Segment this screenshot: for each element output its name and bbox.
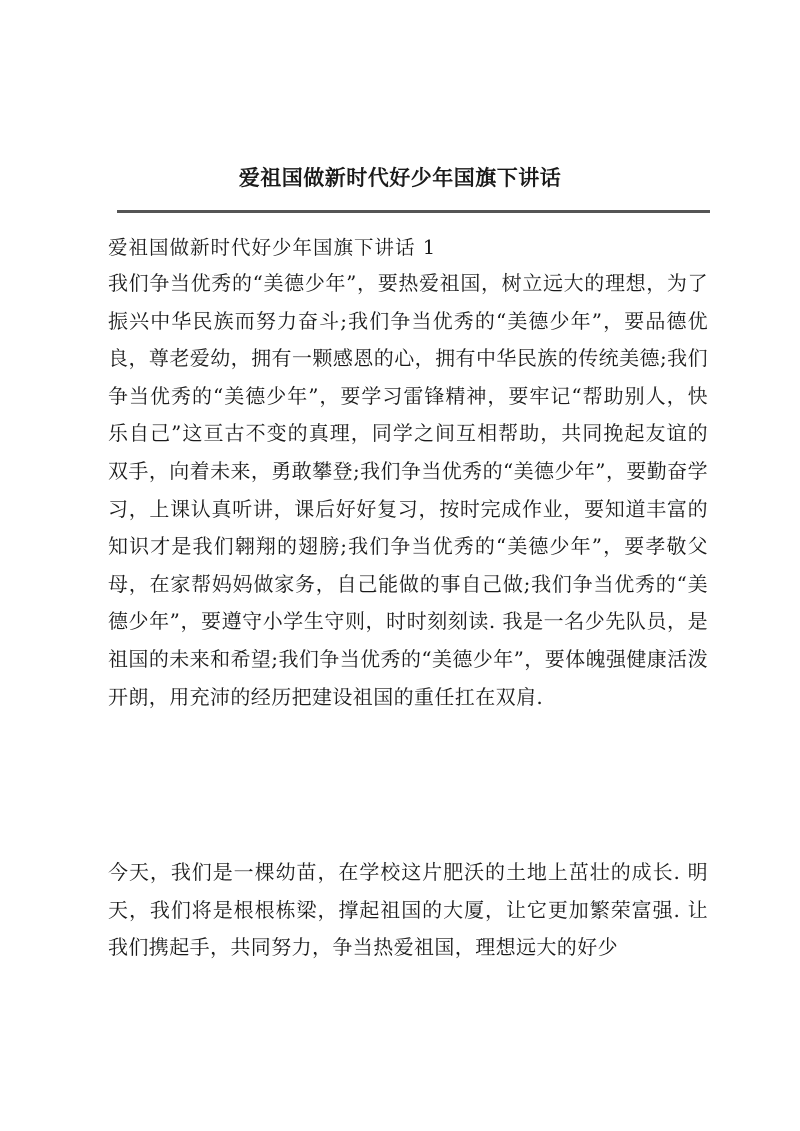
title-divider [117, 210, 710, 213]
body-paragraph-1: 我们争当优秀的“美德少年”，要热爱祖国，树立远大的理想，为了振兴中华民族而努力奋斗;我们争当优秀的“美德少年”，要品德优良，尊老爱幼，拥有一颗感恩的心，拥有中华民族的传统美德;我们争当优秀的“美德少年”，要学习雷锋精神，要牢记“帮助别人，快乐自己”这亘古不变的真理，同学之间互相帮助，共同挽起友谊的双手，向着未来，勇敢攀登;我们争当优秀的“美德少年”，要勤奋学习，上课认真听讲，课后好好复习，按时完成作业，要知道丰富的知识才是我们翱翔的翅膀;我们争当优秀的“美德少年”，要孝敬父母，在家帮妈妈做家务，自己能做的事自己做;我们争当优秀的“美德少年”，要遵守小学生守则，时时刻刻读. 我是一名少先队员，是祖国的未来和希望;我们争当优秀的“美德少年”，要体魄强健康活泼开朗，用充沛的经历把建设祖国的重任扛在双肩. [108, 271, 708, 709]
body-paragraph-2: 今天，我们是一棵幼苗，在学校这片肥沃的土地上茁壮的成长. 明天，我们将是根根栋梁，撑起祖国的大厦，让它更加繁荣富强. 让我们携起手，共同努力，争当热爱祖国，理想远大的好少 [108, 860, 708, 960]
document-title: 爱祖国做新时代好少年国旗下讲话 [238, 165, 562, 190]
section-heading: 爱祖国做新时代好少年国旗下讲话 1 [108, 236, 437, 259]
